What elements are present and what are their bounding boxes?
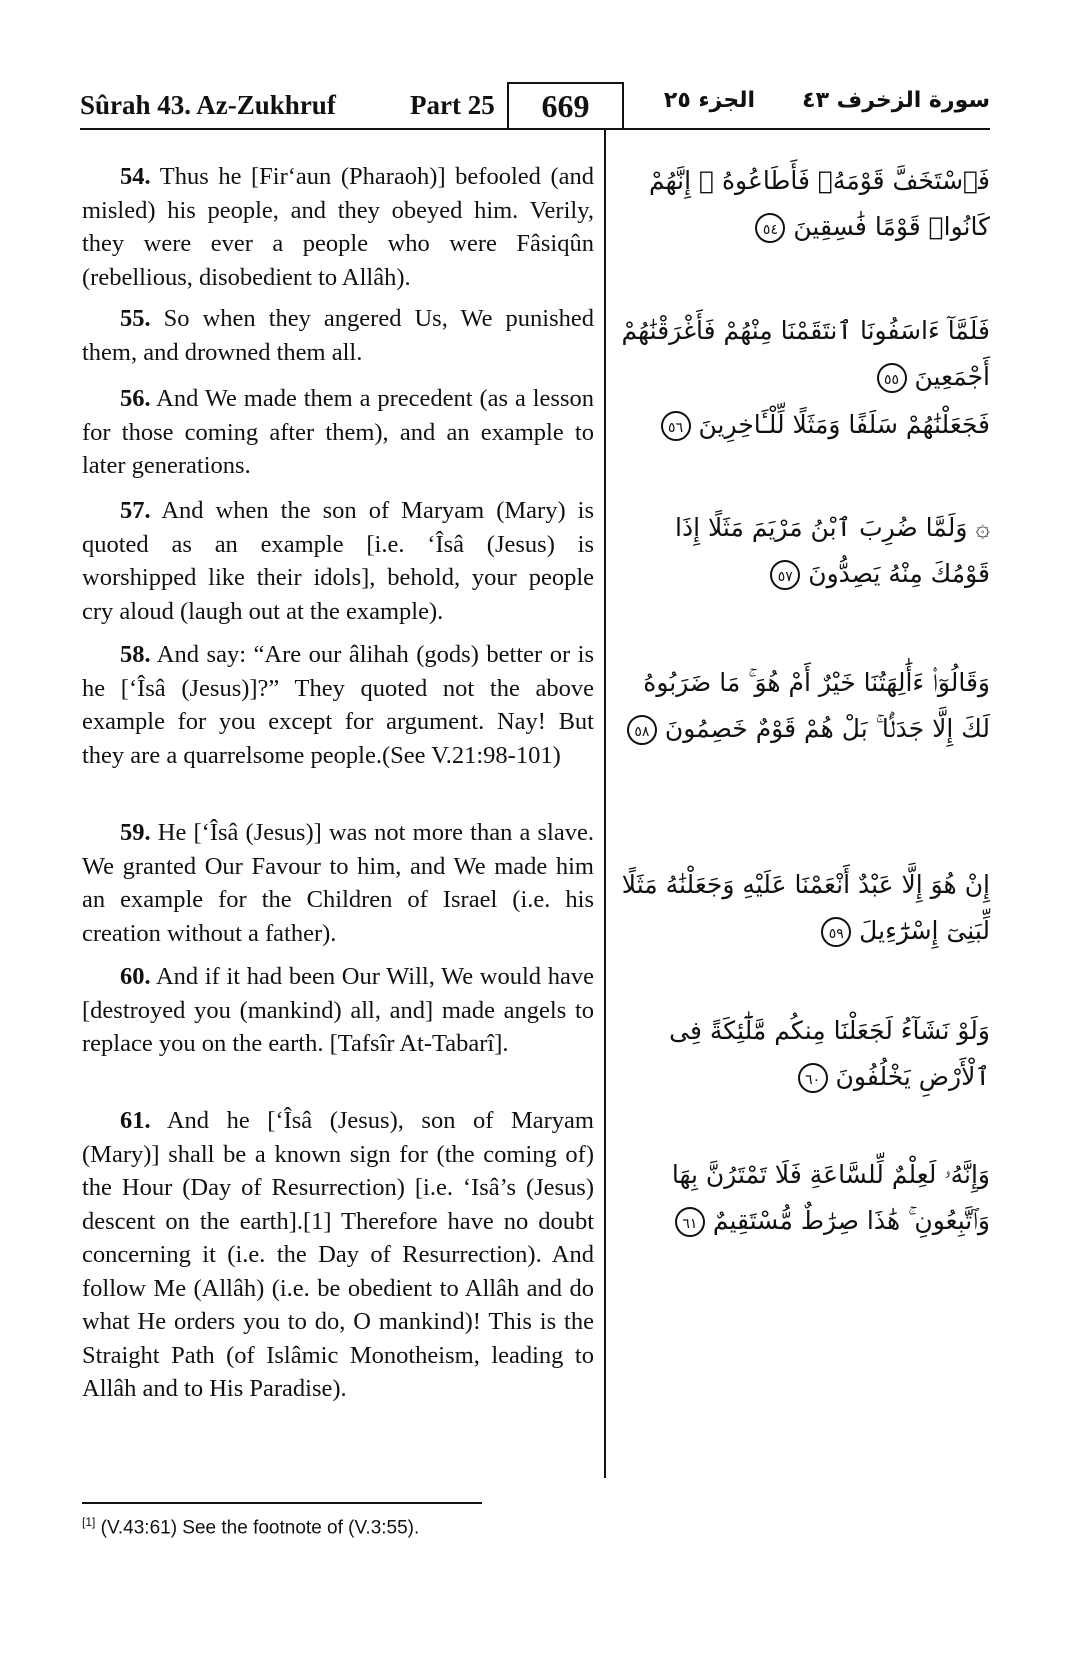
ayah-number-marker: ٦٠ <box>798 1063 828 1093</box>
ayah-number-marker: ٥٥ <box>877 363 907 393</box>
verse-55: 55. So when they angered Us, We punished them, and drowned them all. <box>82 305 594 366</box>
verse-56: 56. And We made them a precedent (as a lesson for those coming after them), and an example to later generations. <box>82 385 594 479</box>
arabic-part-label: الجزء ٢٥ <box>663 88 755 113</box>
verse-57: 57. And when the son of Maryam (Mary) is quoted as an example [i.e. ‘Îsâ (Jesus) is worshipped like their idols], behold, your people cry aloud (laugh out at the example). <box>82 497 594 625</box>
ayah-number-marker: ٦١ <box>675 1207 705 1237</box>
surah-title: Sûrah 43. Az-Zukhruf <box>80 90 336 120</box>
ayah-number-marker: ٥٤ <box>755 213 785 243</box>
verse-59: 59. He [‘Îsâ (Jesus)] was not more than a slave. We granted Our Favour to him, and We made him an example for the Children of Israel (i.e. his creation without a father). <box>82 819 594 947</box>
arabic-verse-61: وَإِنَّهُۥ لَعِلْمٌ لِّلسَّاعَةِ فَلَا تَمْتَرُنَّ بِهَا وَٱتَّبِعُونِ ۚ هَٰذَا صِرَٰطٌ مُّسْتَقِيمٌ ٦١ <box>671 1160 990 1235</box>
footnote-rule <box>82 1502 482 1504</box>
ayah-number-marker: ٥٩ <box>821 917 851 947</box>
header-rule <box>80 128 990 130</box>
page-number-box <box>507 82 624 130</box>
footnote-marker: [1] <box>82 1515 96 1529</box>
arabic-verse-57: ۞ وَلَمَّا ضُرِبَ ٱبْنُ مَرْيَمَ مَثَلًا إِذَا قَوْمُكَ مِنْهُ يَصِدُّونَ ٥٧ <box>675 513 990 588</box>
ayah-number-marker: ٥٨ <box>627 715 657 745</box>
ayah-number-marker: ٥٧ <box>770 560 800 590</box>
page-header <box>0 0 1072 140</box>
arabic-verse-56: فَجَعَلْنَٰهُمْ سَلَفًا وَمَثَلًا لِّلْـَٔاخِرِينَ ٥٦ <box>620 402 990 448</box>
verse-61: 61. And he [‘Îsâ (Jesus), son of Maryam (Mary)] shall be a known sign for (the coming of) the Hour (Day of Resurrection) [i.e. ‘Isâ’s (Jesus) descent on the earth].[1] Therefore have no doubt concerning it (i.e. the Day of Resurrection). And follow Me (Allâh) (i.e. be obedient to Allâh and do what He orders you to do, O mankind)! This is the Straight Path (of Islâmic Monotheism, leading to Allâh and to His Paradise). <box>82 1107 594 1402</box>
arabic-verse-58: وَقَالُوٓا۟ ءَأَٰلِهَتُنَا خَيْرٌ أَمْ هُوَ ۚ مَا ضَرَبُوهُ لَكَ إِلَّا جَدَلًۢا ۚ بَلْ هُمْ قَوْمٌ خَصِمُونَ ٥٨ <box>620 660 990 752</box>
page-number: 669 <box>541 88 590 124</box>
footnote <box>82 1515 419 1539</box>
arabic-verse-55: فَلَمَّآ ءَاسَفُونَا ٱنتَقَمْنَا مِنْهُمْ فَأَغْرَقْنَٰهُمْ أَجْمَعِينَ ٥٥ <box>621 316 990 391</box>
arabic-surah-title: سورة الزخرف ٤٣ <box>802 88 990 113</box>
verse-60: 60. And if it had been Our Will, We would have [destroyed you (mankind) all, and] made angels to replace you on the earth. [Tafsîr At-Tabarî]. <box>82 963 594 1057</box>
column-divider <box>604 130 606 1478</box>
ayah-number-marker: ٥٦ <box>661 411 691 441</box>
arabic-verse-59: إِنْ هُوَ إِلَّا عَبْدٌ أَنْعَمْنَا عَلَيْهِ وَجَعَلْنَٰهُ مَثَلًا لِّبَنِىٓ إِسْرَٰٓءِيلَ ٥٩ <box>621 870 990 945</box>
arabic-verse-60: وَلَوْ نَشَآءُ لَجَعَلْنَا مِنكُم مَّلَٰٓئِكَةً فِى ٱلْأَرْضِ يَخْلُفُونَ ٦٠ <box>669 1016 990 1091</box>
arabic-verse-54: فَٱسْتَخَفَّ قَوْمَهُۥ فَأَطَاعُوهُ ۚ إِنَّهُمْ كَانُوا۟ قَوْمًا فَٰسِقِينَ ٥٤ <box>649 166 990 241</box>
verse-54: 54. Thus he [Fir‘aun (Pharaoh)] befooled (and misled) his people, and they obeyed him. Verily, they were ever a people who were Fâsiqûn (rebellious, disobedient to Allâh). <box>82 163 594 291</box>
footnote-text: (V.43:61) See the footnote of (V.3:55). <box>95 1517 420 1539</box>
verse-58: 58. And say: “Are our âlihah (gods) better or is he [‘Îsâ (Jesus)]?” They quoted not the above example for you except for argument. Nay! But they are a quarrelsome people.(See V.21:98-101) <box>82 641 594 769</box>
part-label: Part 25 <box>410 90 495 120</box>
